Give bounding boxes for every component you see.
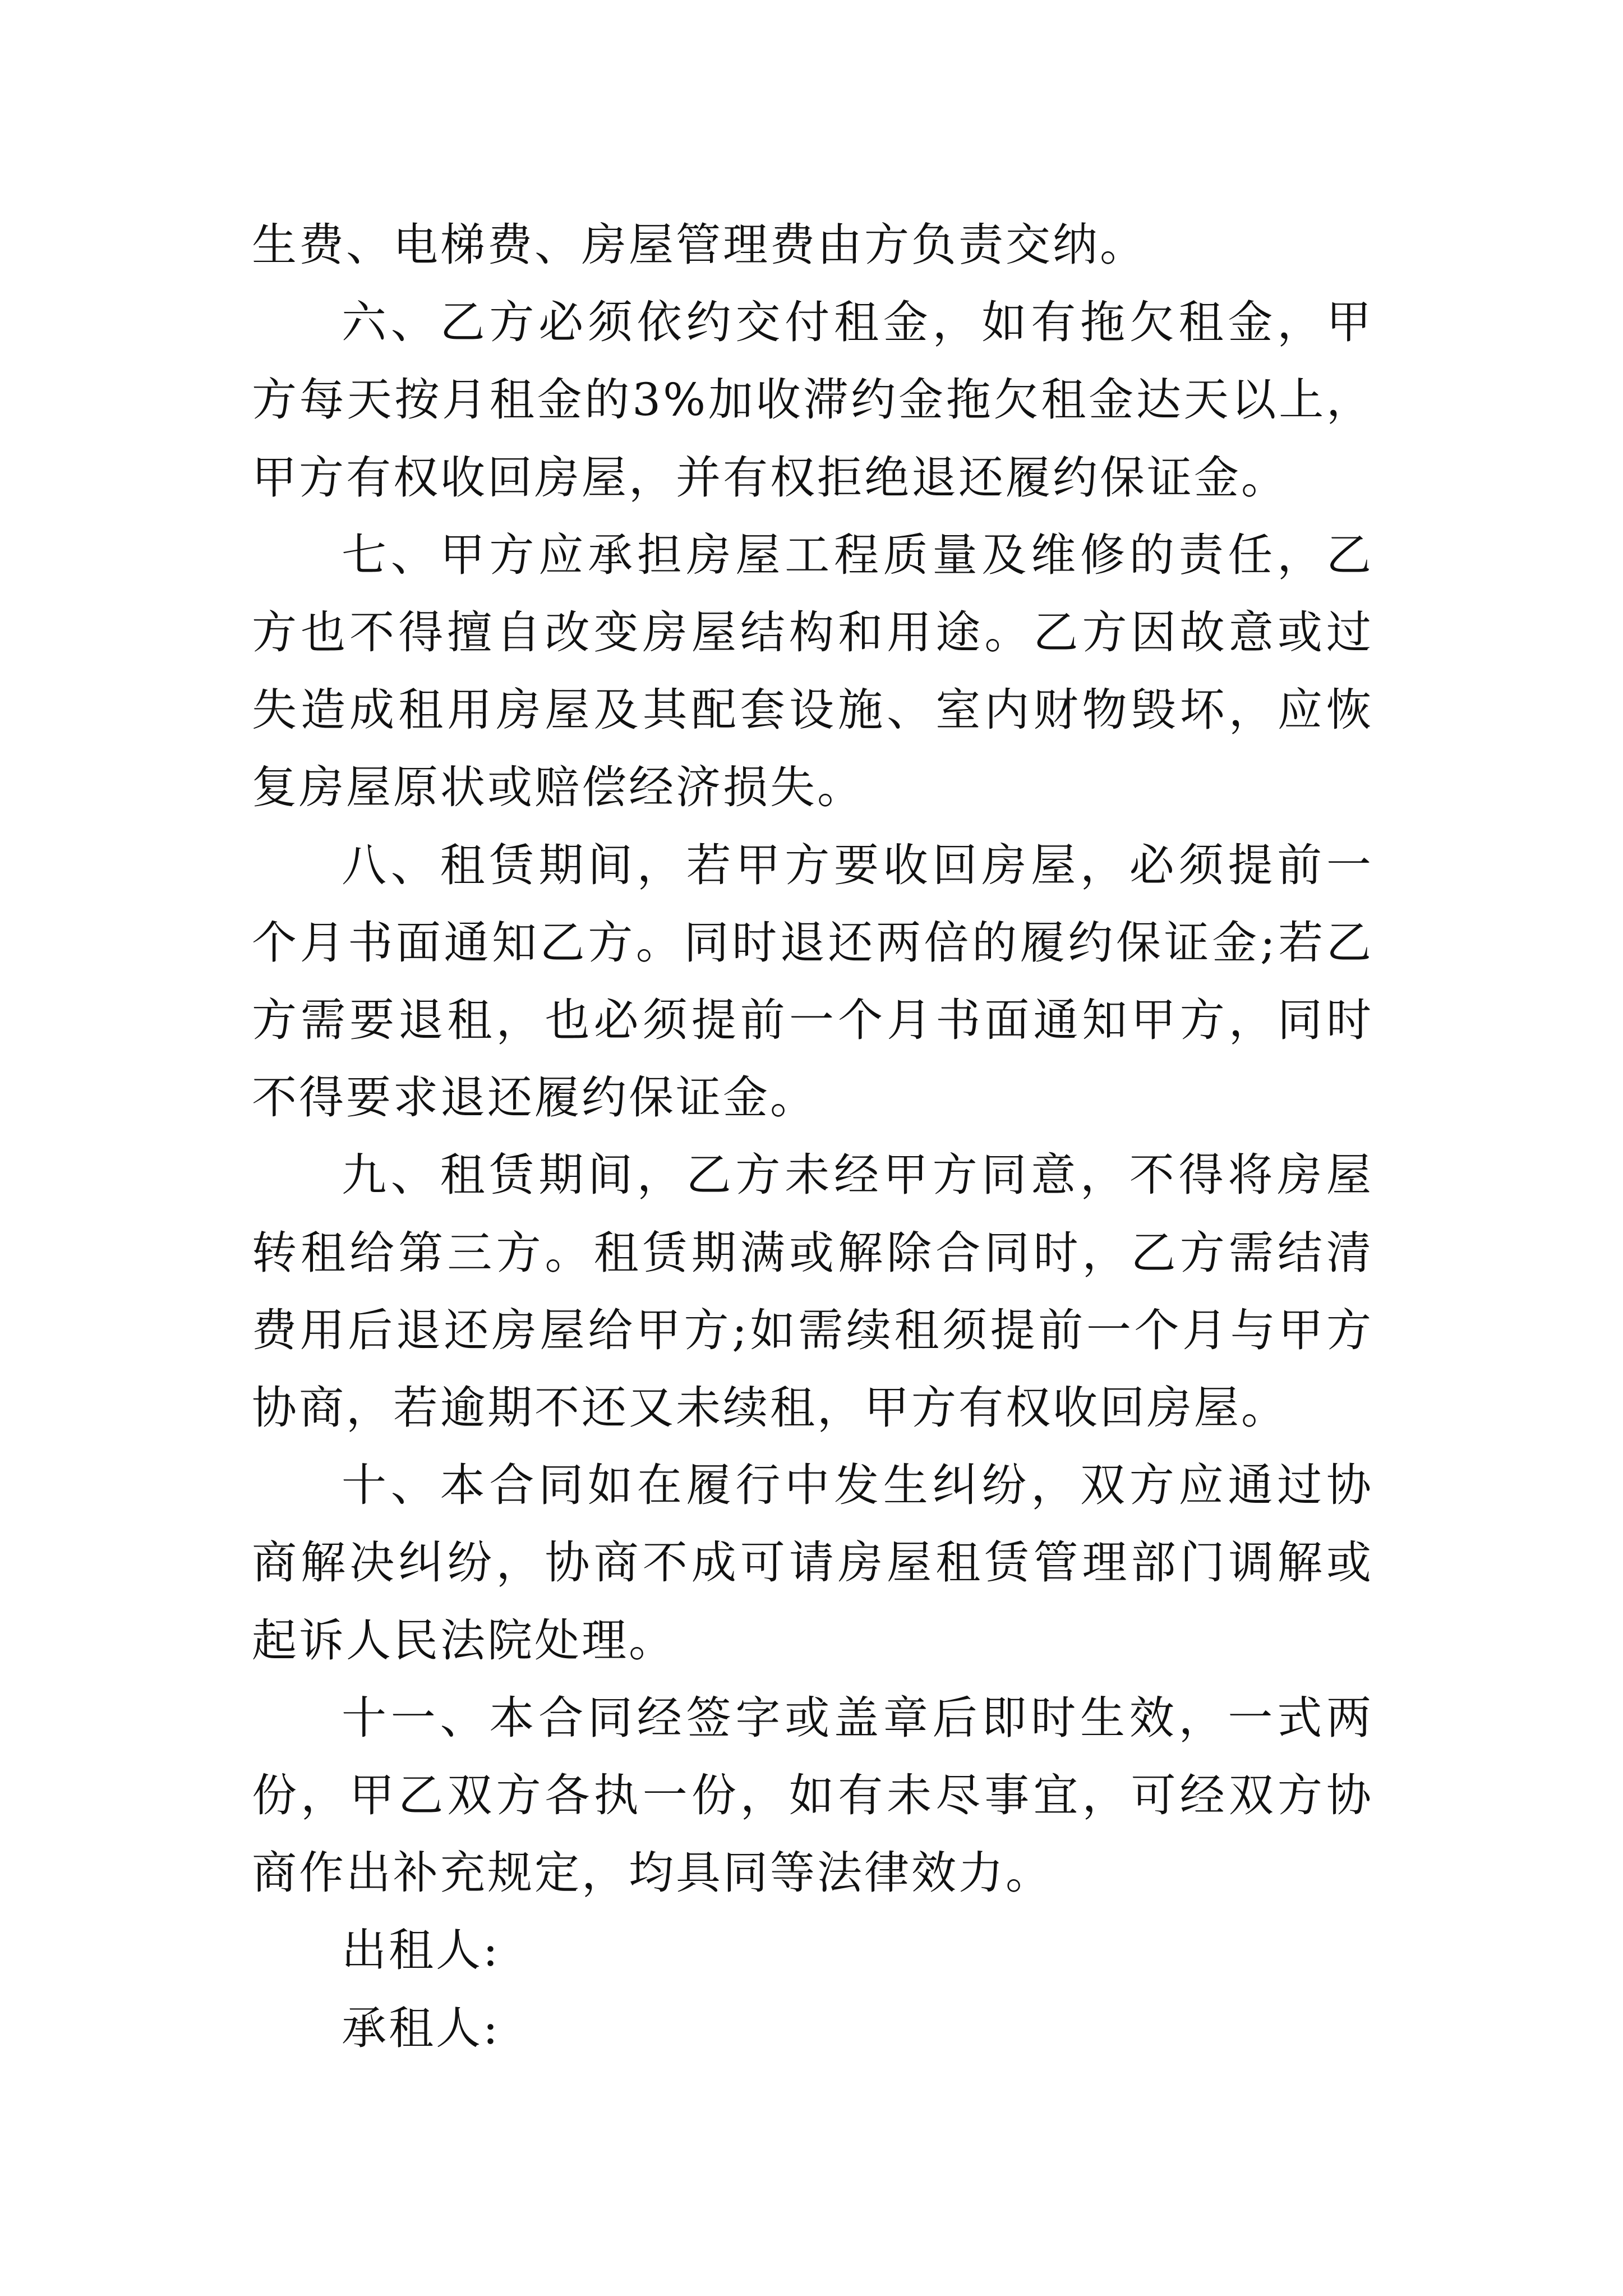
signature-lessee-label: 承租人:	[342, 2001, 500, 2054]
paragraph-clause-10-disputes: 十、本合同如在履行中发生纠纷，双方应通过协商解决纠纷，协商不成可请房屋租赁管理部门调解或起诉人民法院处理。	[252, 1459, 1373, 1667]
paragraph-clause-7-maintenance: 七、甲方应承担房屋工程质量及维修的责任，乙方也不得擅自改变房屋结构和用途。乙方因故意或过失造成租用房屋及其配套设施、室内财物毁坏，应恢复房屋原状或赔偿经济损失。	[252, 528, 1373, 814]
paragraph-clause-11-effectiveness: 十一、本合同经签字或盖章后即时生效，一式两份，甲乙双方各执一份，如有未尽事宜，可经双方协商作出补充规定，均具同等法律效力。	[252, 1691, 1373, 1899]
paragraph-fee-continuation: 生费、电梯费、房屋管理费由方负责交纳。	[252, 219, 1147, 271]
signature-lessor-label: 出租人:	[342, 1924, 500, 1977]
paragraph-clause-6-rent-payment: 六、乙方必须依约交付租金，如有拖欠租金，甲方每天按月租金的3%加收滞约金拖欠租金达天以上，甲方有权收回房屋，并有权拒绝退还履约保证金。	[252, 296, 1373, 504]
paragraph-clause-9-sublease-renewal: 九、租赁期间，乙方未经甲方同意，不得将房屋转租给第三方。租赁期满或解除合同时，乙方需结清费用后退还房屋给甲方;如需续租须提前一个月与甲方协商，若逾期不还又未续租，甲方有权收回房屋。	[252, 1149, 1373, 1434]
paragraph-clause-8-termination-notice: 八、租赁期间，若甲方要收回房屋，必须提前一个月书面通知乙方。同时退还两倍的履约保证金;若乙方需要退租，也必须提前一个月书面通知甲方，同时不得要求退还履约保证金。	[252, 839, 1373, 1124]
contract-body	[252, 206, 1373, 2067]
